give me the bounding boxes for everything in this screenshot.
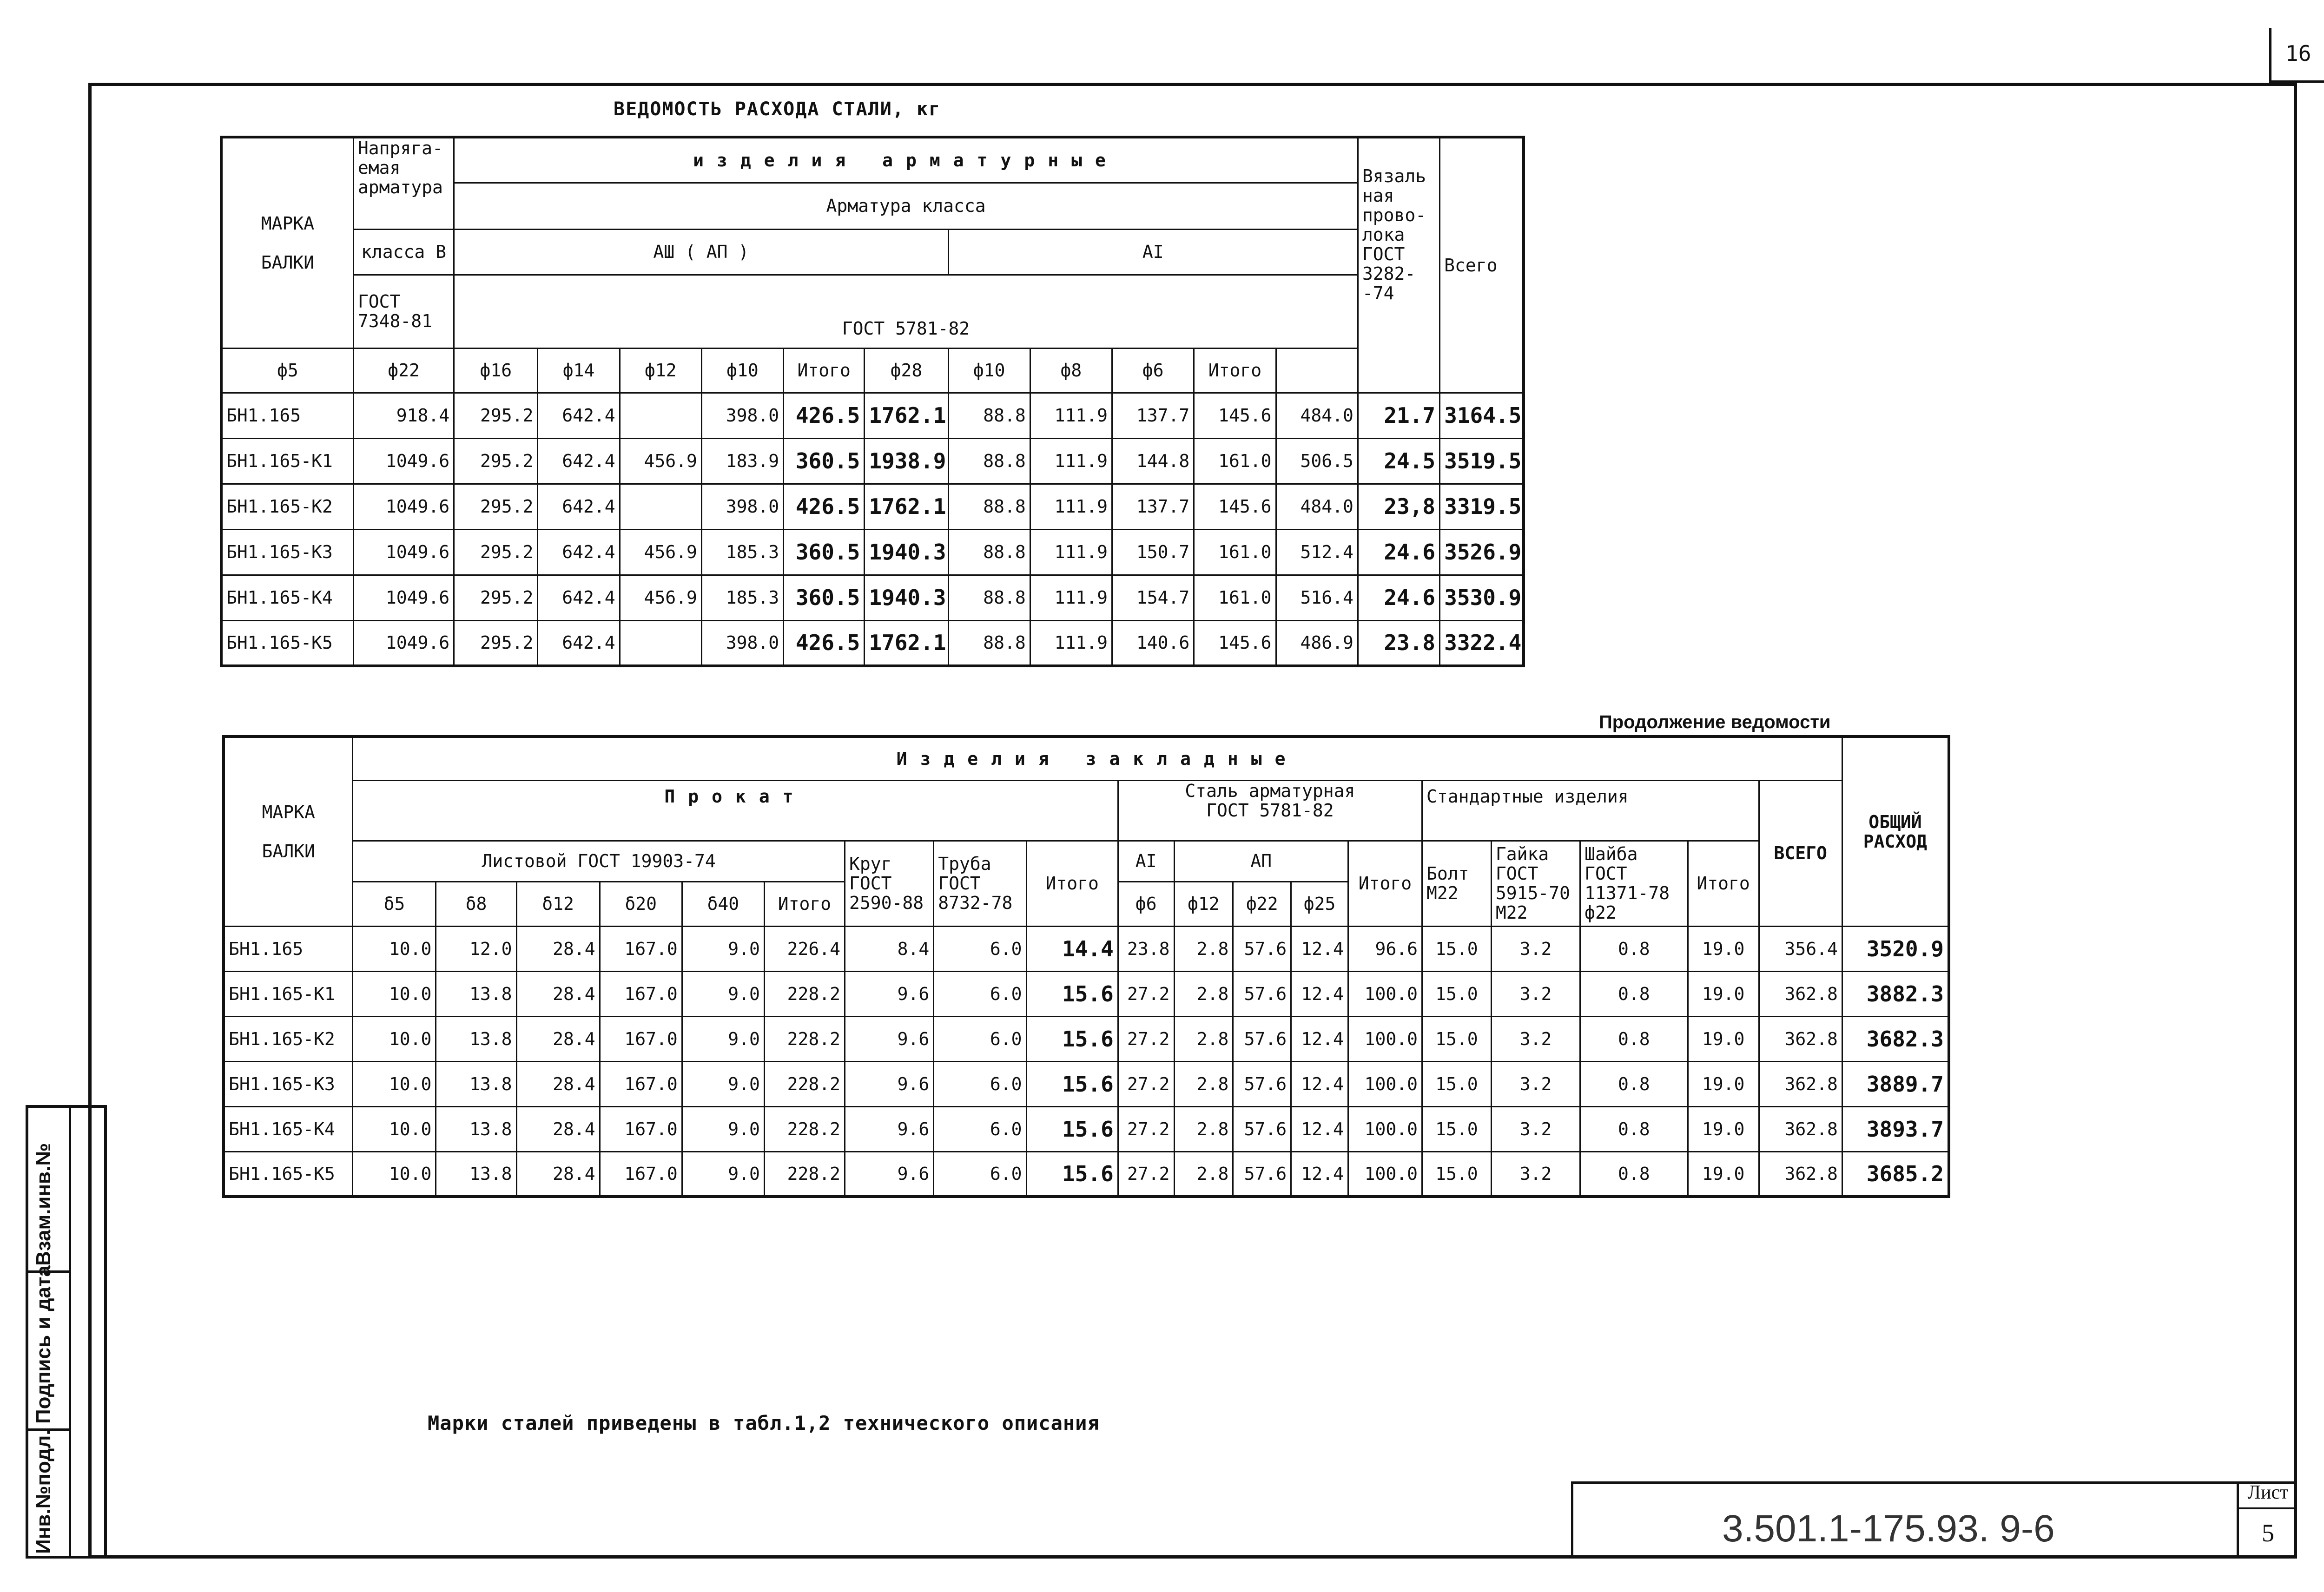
table-cell: 161.0 <box>1194 575 1276 620</box>
header-balki: БАЛКИ <box>261 252 315 273</box>
table-cell: 19.0 <box>1688 1061 1759 1106</box>
table-cell: 15.6 <box>1026 1061 1118 1106</box>
table-cell: 88.8 <box>948 620 1030 666</box>
table-cell: 456.9 <box>620 438 701 484</box>
table-cell: 506.5 <box>1276 438 1358 484</box>
table-cell: 88.8 <box>948 393 1030 438</box>
table-cell: 24.5 <box>1358 438 1439 484</box>
table-cell: 2.8 <box>1174 1106 1233 1151</box>
col-header: ф12 <box>1174 882 1233 926</box>
col-header: Итого <box>1194 348 1276 393</box>
table-cell: 24.6 <box>1358 529 1439 575</box>
table-cell: 23,8 <box>1358 484 1439 529</box>
table-cell: 10.0 <box>353 1106 436 1151</box>
t2-header-marka-balki <box>224 737 353 926</box>
table-cell: 144.8 <box>1112 438 1194 484</box>
t2-header-gayka: Гайка ГОСТ 5915-70 М22 <box>1491 841 1580 926</box>
table-cell: 356.4 <box>1759 926 1842 971</box>
t2-header-a2: АП <box>1174 841 1348 882</box>
col-header: ф6 <box>1118 882 1174 926</box>
table-cell: 88.8 <box>948 575 1030 620</box>
table-cell <box>620 620 701 666</box>
row-marka: БН1.165-К5 <box>221 620 353 666</box>
table-cell: 185.3 <box>701 575 783 620</box>
table-cell: 1762.1 <box>865 484 948 529</box>
table-cell: 145.6 <box>1194 393 1276 438</box>
table-cell: 426.5 <box>784 620 865 666</box>
table-cell: 486.9 <box>1276 620 1358 666</box>
title-block <box>1571 1481 2297 1559</box>
table-cell: 295.2 <box>454 575 538 620</box>
table-cell: 145.6 <box>1194 484 1276 529</box>
table-row <box>221 529 1524 575</box>
t2-header-standart: Стандартные изделия <box>1422 780 1759 841</box>
table-cell: 10.0 <box>353 926 436 971</box>
table-cell: 6.0 <box>934 926 1026 971</box>
table-cell: 3164.5 <box>1440 393 1524 438</box>
table-cell: 24.6 <box>1358 575 1439 620</box>
t2-header-shayba: Шайба ГОСТ 11371-78 ф22 <box>1580 841 1688 926</box>
table-cell: 145.6 <box>1194 620 1276 666</box>
table-cell: 27.2 <box>1118 971 1174 1016</box>
table-cell: 228.2 <box>764 971 845 1016</box>
header-vyazal: Вязаль ная прово- лока ГОСТ 3282- -74 <box>1358 137 1439 393</box>
header-klassa-v: класса В <box>353 229 454 275</box>
table-cell: 295.2 <box>454 484 538 529</box>
table-cell: 362.8 <box>1759 1106 1842 1151</box>
table-cell: 362.8 <box>1759 1016 1842 1061</box>
col-header: ф8 <box>1030 348 1112 393</box>
table-cell: 137.7 <box>1112 393 1194 438</box>
table-cell: 10.0 <box>353 1016 436 1061</box>
table-cell: 3.2 <box>1491 971 1580 1016</box>
table-row <box>221 620 1524 666</box>
table-cell: 456.9 <box>620 575 701 620</box>
sidebar-column <box>28 1108 71 1556</box>
col-header: ф22 <box>1233 882 1291 926</box>
table-cell: 100.0 <box>1348 971 1422 1016</box>
table-cell: 57.6 <box>1233 1151 1291 1197</box>
table-cell: 0.8 <box>1580 926 1688 971</box>
table-cell: 642.4 <box>538 575 620 620</box>
table-cell: 295.2 <box>454 438 538 484</box>
table-cell: 12.4 <box>1291 926 1348 971</box>
t2-header-stal-arm: Сталь арматурная ГОСТ 5781-82 <box>1118 780 1422 841</box>
table-cell: 57.6 <box>1233 926 1291 971</box>
table-cell: 13.8 <box>436 1106 516 1151</box>
header-a3: АШ ( АП ) <box>454 229 948 275</box>
table-row <box>221 484 1524 529</box>
table-cell: 15.6 <box>1026 1151 1118 1197</box>
table-cell: 3.2 <box>1491 1151 1580 1197</box>
table-cell: 362.8 <box>1759 971 1842 1016</box>
table-row <box>221 438 1524 484</box>
table-cell: 360.5 <box>784 438 865 484</box>
table-cell: 100.0 <box>1348 1016 1422 1061</box>
table-cell: 3322.4 <box>1440 620 1524 666</box>
table-cell: 1049.6 <box>353 529 454 575</box>
table-cell: 167.0 <box>600 926 682 971</box>
header-gost-5781: ГОСТ 5781-82 <box>454 275 1358 348</box>
table-cell: 10.0 <box>353 1061 436 1106</box>
table-cell: 3526.9 <box>1440 529 1524 575</box>
approval-sidebar <box>26 1105 107 1559</box>
table-cell: 6.0 <box>934 1016 1026 1061</box>
table-cell: 19.0 <box>1688 1106 1759 1151</box>
col-header: ф10 <box>948 348 1030 393</box>
table-cell: 426.5 <box>784 393 865 438</box>
header-a1: АI <box>948 229 1358 275</box>
table-cell: 12.4 <box>1291 1061 1348 1106</box>
header-vsego: Всего <box>1440 137 1524 393</box>
table-cell: 28.4 <box>516 1061 600 1106</box>
table-cell: 9.0 <box>682 1016 764 1061</box>
table-cell: 100.0 <box>1348 1061 1422 1106</box>
table-cell: 15.0 <box>1422 1061 1491 1106</box>
table-cell: 9.6 <box>845 1061 934 1106</box>
table-cell: 9.6 <box>845 1106 934 1151</box>
t2-header-prokat: Прокат <box>353 780 1118 841</box>
t2-header-itogo: Итого <box>1026 841 1118 926</box>
table-cell: 21.7 <box>1358 393 1439 438</box>
table-cell: 2.8 <box>1174 971 1233 1016</box>
t2-header-obshchiy: ОБЩИЙ РАСХОД <box>1842 737 1949 926</box>
table-cell: 0.8 <box>1580 1106 1688 1151</box>
table-cell: 15.0 <box>1422 1016 1491 1061</box>
table-cell: 150.7 <box>1112 529 1194 575</box>
t2-header-a1: АI <box>1118 841 1174 882</box>
table-cell: 2.8 <box>1174 1061 1233 1106</box>
table-cell: 228.2 <box>764 1151 845 1197</box>
table-cell <box>620 484 701 529</box>
table-cell: 3.2 <box>1491 926 1580 971</box>
table-cell: 19.0 <box>1688 1016 1759 1061</box>
table-row <box>221 575 1524 620</box>
table-cell: 23.8 <box>1118 926 1174 971</box>
col-header: δ20 <box>600 882 682 926</box>
table-cell: 15.0 <box>1422 1151 1491 1197</box>
table-cell: 918.4 <box>353 393 454 438</box>
table-cell: 28.4 <box>516 1016 600 1061</box>
page-title: ВЕДОМОСТЬ РАСХОДА СТАЛИ, кг <box>614 99 941 120</box>
table-cell: 183.9 <box>701 438 783 484</box>
table-cell: 642.4 <box>538 620 620 666</box>
table-cell: 3.2 <box>1491 1061 1580 1106</box>
t2-header-marka: МАРКА <box>262 802 315 822</box>
col-header: Итого <box>784 348 865 393</box>
table-cell: 3519.5 <box>1440 438 1524 484</box>
table-cell: 2.8 <box>1174 1016 1233 1061</box>
header-marka: МАРКА <box>261 213 315 234</box>
table-cell: 88.8 <box>948 484 1030 529</box>
table-cell: 185.3 <box>701 529 783 575</box>
steel-consumption-table <box>220 136 1525 667</box>
table-cell: 111.9 <box>1030 438 1112 484</box>
table-cell: 167.0 <box>600 1061 682 1106</box>
table-cell: 137.7 <box>1112 484 1194 529</box>
table-cell: 19.0 <box>1688 926 1759 971</box>
table-cell: 6.0 <box>934 1061 1026 1106</box>
table-cell: 12.4 <box>1291 1151 1348 1197</box>
table-cell: 9.6 <box>845 971 934 1016</box>
col-header: ф14 <box>538 348 620 393</box>
t2-header-krug: Круг ГОСТ 2590-88 <box>845 841 934 926</box>
table-cell: 28.4 <box>516 1151 600 1197</box>
table-cell: 398.0 <box>701 393 783 438</box>
table-cell: 3893.7 <box>1842 1106 1949 1151</box>
t2-header-listovoy: Листовой ГОСТ 19903-74 <box>353 841 845 882</box>
table-cell: 484.0 <box>1276 484 1358 529</box>
header-napryag: Напряга- емая арматура <box>353 137 454 229</box>
table-cell: 12.0 <box>436 926 516 971</box>
table-cell: 9.0 <box>682 926 764 971</box>
row-marka: БН1.165-К4 <box>221 575 353 620</box>
table-cell: 398.0 <box>701 484 783 529</box>
table-cell: 15.0 <box>1422 1106 1491 1151</box>
table-cell: 28.4 <box>516 1106 600 1151</box>
table-cell: 2.8 <box>1174 1151 1233 1197</box>
table-cell: 6.0 <box>934 971 1026 1016</box>
table-cell: 9.0 <box>682 1151 764 1197</box>
table-cell: 1940.3 <box>865 575 948 620</box>
table-cell: 3.2 <box>1491 1016 1580 1061</box>
table-cell: 167.0 <box>600 1151 682 1197</box>
table-cell: 516.4 <box>1276 575 1358 620</box>
table-cell: 6.0 <box>934 1151 1026 1197</box>
row-marka: БН1.165-К1 <box>221 438 353 484</box>
sidebar-label-signature: Подпись и дата <box>32 1265 55 1424</box>
steel-grades-note: Марки сталей приведены в табл.1,2 технического описания <box>428 1412 1100 1434</box>
col-header: ф16 <box>454 348 538 393</box>
table-cell: 111.9 <box>1030 575 1112 620</box>
table-cell: 426.5 <box>784 484 865 529</box>
col-header: ф25 <box>1291 882 1348 926</box>
table-cell: 27.2 <box>1118 1061 1174 1106</box>
table-cell: 15.6 <box>1026 1016 1118 1061</box>
table-cell: 88.8 <box>948 438 1030 484</box>
table-cell: 295.2 <box>454 529 538 575</box>
col-header: δ5 <box>353 882 436 926</box>
table-row <box>224 1151 1949 1197</box>
row-marka: БН1.165-К2 <box>224 1016 353 1061</box>
table-cell: 13.8 <box>436 971 516 1016</box>
table-cell: 57.6 <box>1233 1016 1291 1061</box>
table-cell: 1762.1 <box>865 393 948 438</box>
table-cell: 15.0 <box>1422 926 1491 971</box>
table-cell: 23.8 <box>1358 620 1439 666</box>
table-cell: 100.0 <box>1348 1106 1422 1151</box>
table-cell: 362.8 <box>1759 1151 1842 1197</box>
table-cell: 13.8 <box>436 1061 516 1106</box>
table-cell: 226.4 <box>764 926 845 971</box>
table-cell: 161.0 <box>1194 438 1276 484</box>
row-marka: БН1.165-К5 <box>224 1151 353 1197</box>
col-header: Итого <box>764 882 845 926</box>
table-cell: 111.9 <box>1030 484 1112 529</box>
table-cell: 360.5 <box>784 529 865 575</box>
table-cell: 27.2 <box>1118 1151 1174 1197</box>
table-cell: 3889.7 <box>1842 1061 1949 1106</box>
table-cell: 512.4 <box>1276 529 1358 575</box>
row-marka: БН1.165-К1 <box>224 971 353 1016</box>
table-cell: 57.6 <box>1233 1061 1291 1106</box>
col-header: ф28 <box>865 348 948 393</box>
table-cell: 295.2 <box>454 393 538 438</box>
header-marka-balki <box>221 137 353 348</box>
table-cell: 154.7 <box>1112 575 1194 620</box>
t2-header-truba: Труба ГОСТ 8732-78 <box>934 841 1026 926</box>
row-marka: БН1.165 <box>224 926 353 971</box>
table-cell: 10.0 <box>353 1151 436 1197</box>
col-header: δ12 <box>516 882 600 926</box>
table-cell: 111.9 <box>1030 393 1112 438</box>
col-header: ф10 <box>701 348 783 393</box>
table-cell: 1049.6 <box>353 438 454 484</box>
table-cell: 96.6 <box>1348 926 1422 971</box>
table-cell: 9.6 <box>845 1151 934 1197</box>
table-cell: 9.0 <box>682 1061 764 1106</box>
t2-header-bolt: Болт М22 <box>1422 841 1491 926</box>
table-cell: 88.8 <box>948 529 1030 575</box>
table-cell <box>620 393 701 438</box>
table-cell: 228.2 <box>764 1016 845 1061</box>
table-cell: 295.2 <box>454 620 538 666</box>
table-cell: 167.0 <box>600 971 682 1016</box>
embedded-items-table <box>222 735 1950 1198</box>
table-cell: 27.2 <box>1118 1016 1174 1061</box>
table-cell: 14.4 <box>1026 926 1118 971</box>
table-cell: 3682.3 <box>1842 1016 1949 1061</box>
table-cell: 15.6 <box>1026 971 1118 1016</box>
col-header: δ8 <box>436 882 516 926</box>
t2-header-izdeliya: Изделия закладные <box>353 737 1842 780</box>
table-cell: 362.8 <box>1759 1061 1842 1106</box>
table-cell: 12.4 <box>1291 1016 1348 1061</box>
table-cell: 9.6 <box>845 1016 934 1061</box>
table-cell: 1940.3 <box>865 529 948 575</box>
sheet-box <box>2237 1481 2297 1559</box>
row-marka: БН1.165-К3 <box>221 529 353 575</box>
table-cell: 13.8 <box>436 1151 516 1197</box>
col-header: δ40 <box>682 882 764 926</box>
table-row <box>224 971 1949 1016</box>
table-cell: 3520.9 <box>1842 926 1949 971</box>
table-cell: 3.2 <box>1491 1106 1580 1151</box>
t2-header-itogo3: Итого <box>1688 841 1759 926</box>
row-marka: БН1.165-К4 <box>224 1106 353 1151</box>
table-cell: 3685.2 <box>1842 1151 1949 1197</box>
row-marka: БН1.165-К2 <box>221 484 353 529</box>
sheet-label: Лист <box>2239 1481 2297 1509</box>
row-marka: БН1.165 <box>221 393 353 438</box>
table-cell: 1049.6 <box>353 575 454 620</box>
table-cell: 12.4 <box>1291 971 1348 1016</box>
table-cell: 9.0 <box>682 1106 764 1151</box>
table-cell: 3882.3 <box>1842 971 1949 1016</box>
table-cell: 167.0 <box>600 1106 682 1151</box>
table-cell: 12.4 <box>1291 1106 1348 1151</box>
table-cell: 15.6 <box>1026 1106 1118 1151</box>
table-cell: 19.0 <box>1688 971 1759 1016</box>
table-cell: 100.0 <box>1348 1151 1422 1197</box>
table-cell: 161.0 <box>1194 529 1276 575</box>
table-cell: 1049.6 <box>353 620 454 666</box>
table-cell: 0.8 <box>1580 1016 1688 1061</box>
table-cell: 167.0 <box>600 1016 682 1061</box>
table-cell: 228.2 <box>764 1061 845 1106</box>
table-cell: 140.6 <box>1112 620 1194 666</box>
t2-header-balki: БАЛКИ <box>262 841 315 862</box>
table-cell: 6.0 <box>934 1106 1026 1151</box>
col-header: ф6 <box>1112 348 1194 393</box>
sidebar-label-inv: Инв.№подл. <box>32 1429 55 1554</box>
table-cell: 1938.9 <box>865 438 948 484</box>
sheet-number: 5 <box>2262 1519 2274 1547</box>
header-armatura-klassa: Арматура класса <box>454 183 1358 229</box>
table-cell: 28.4 <box>516 926 600 971</box>
t2-header-vsego: ВСЕГО <box>1759 780 1842 926</box>
table-row <box>224 1061 1949 1106</box>
table-cell: 360.5 <box>784 575 865 620</box>
table-cell: 3319.5 <box>1440 484 1524 529</box>
table-row <box>224 1106 1949 1151</box>
table-row <box>224 1016 1949 1061</box>
table-cell: 10.0 <box>353 971 436 1016</box>
table-cell: 13.8 <box>436 1016 516 1061</box>
table-cell: 642.4 <box>538 529 620 575</box>
row-marka: БН1.165-К3 <box>224 1061 353 1106</box>
table-cell: 1049.6 <box>353 484 454 529</box>
table-cell: 642.4 <box>538 393 620 438</box>
table-cell: 0.8 <box>1580 1061 1688 1106</box>
t2-header-itogo2: Итого <box>1348 841 1422 926</box>
table-cell: 2.8 <box>1174 926 1233 971</box>
table-cell: 642.4 <box>538 438 620 484</box>
header-gost-7348: ГОСТ 7348-81 <box>353 275 454 348</box>
document-code: 3.501.1-175.93. 9-6 <box>1722 1507 2055 1550</box>
table-cell: 228.2 <box>764 1106 845 1151</box>
table-row <box>221 393 1524 438</box>
table-cell: 456.9 <box>620 529 701 575</box>
table-cell: 484.0 <box>1276 393 1358 438</box>
table-cell: 111.9 <box>1030 529 1112 575</box>
table-cell: 398.0 <box>701 620 783 666</box>
header-izdeliya-armaturnye: изделия арматурные <box>454 137 1358 183</box>
table-cell: 9.0 <box>682 971 764 1016</box>
table-cell: 27.2 <box>1118 1106 1174 1151</box>
table-cell: 57.6 <box>1233 971 1291 1016</box>
col-header: ф12 <box>620 348 701 393</box>
page-number: 16 <box>2269 28 2324 83</box>
table-cell: 15.0 <box>1422 971 1491 1016</box>
table-cell: 642.4 <box>538 484 620 529</box>
continuation-label: Продолжение ведомости <box>1599 712 1831 732</box>
table-cell: 57.6 <box>1233 1106 1291 1151</box>
col-header: ф5 <box>221 348 353 393</box>
table-cell: 28.4 <box>516 971 600 1016</box>
table-cell: 19.0 <box>1688 1151 1759 1197</box>
table-cell: 0.8 <box>1580 1151 1688 1197</box>
table-row <box>224 926 1949 971</box>
table-cell: 3530.9 <box>1440 575 1524 620</box>
col-header: ф22 <box>353 348 454 393</box>
table-cell: 0.8 <box>1580 971 1688 1016</box>
table-cell: 1762.1 <box>865 620 948 666</box>
sidebar-label-replacement: Взам.инв.№ <box>32 1143 55 1266</box>
table-cell: 111.9 <box>1030 620 1112 666</box>
table-cell: 8.4 <box>845 926 934 971</box>
